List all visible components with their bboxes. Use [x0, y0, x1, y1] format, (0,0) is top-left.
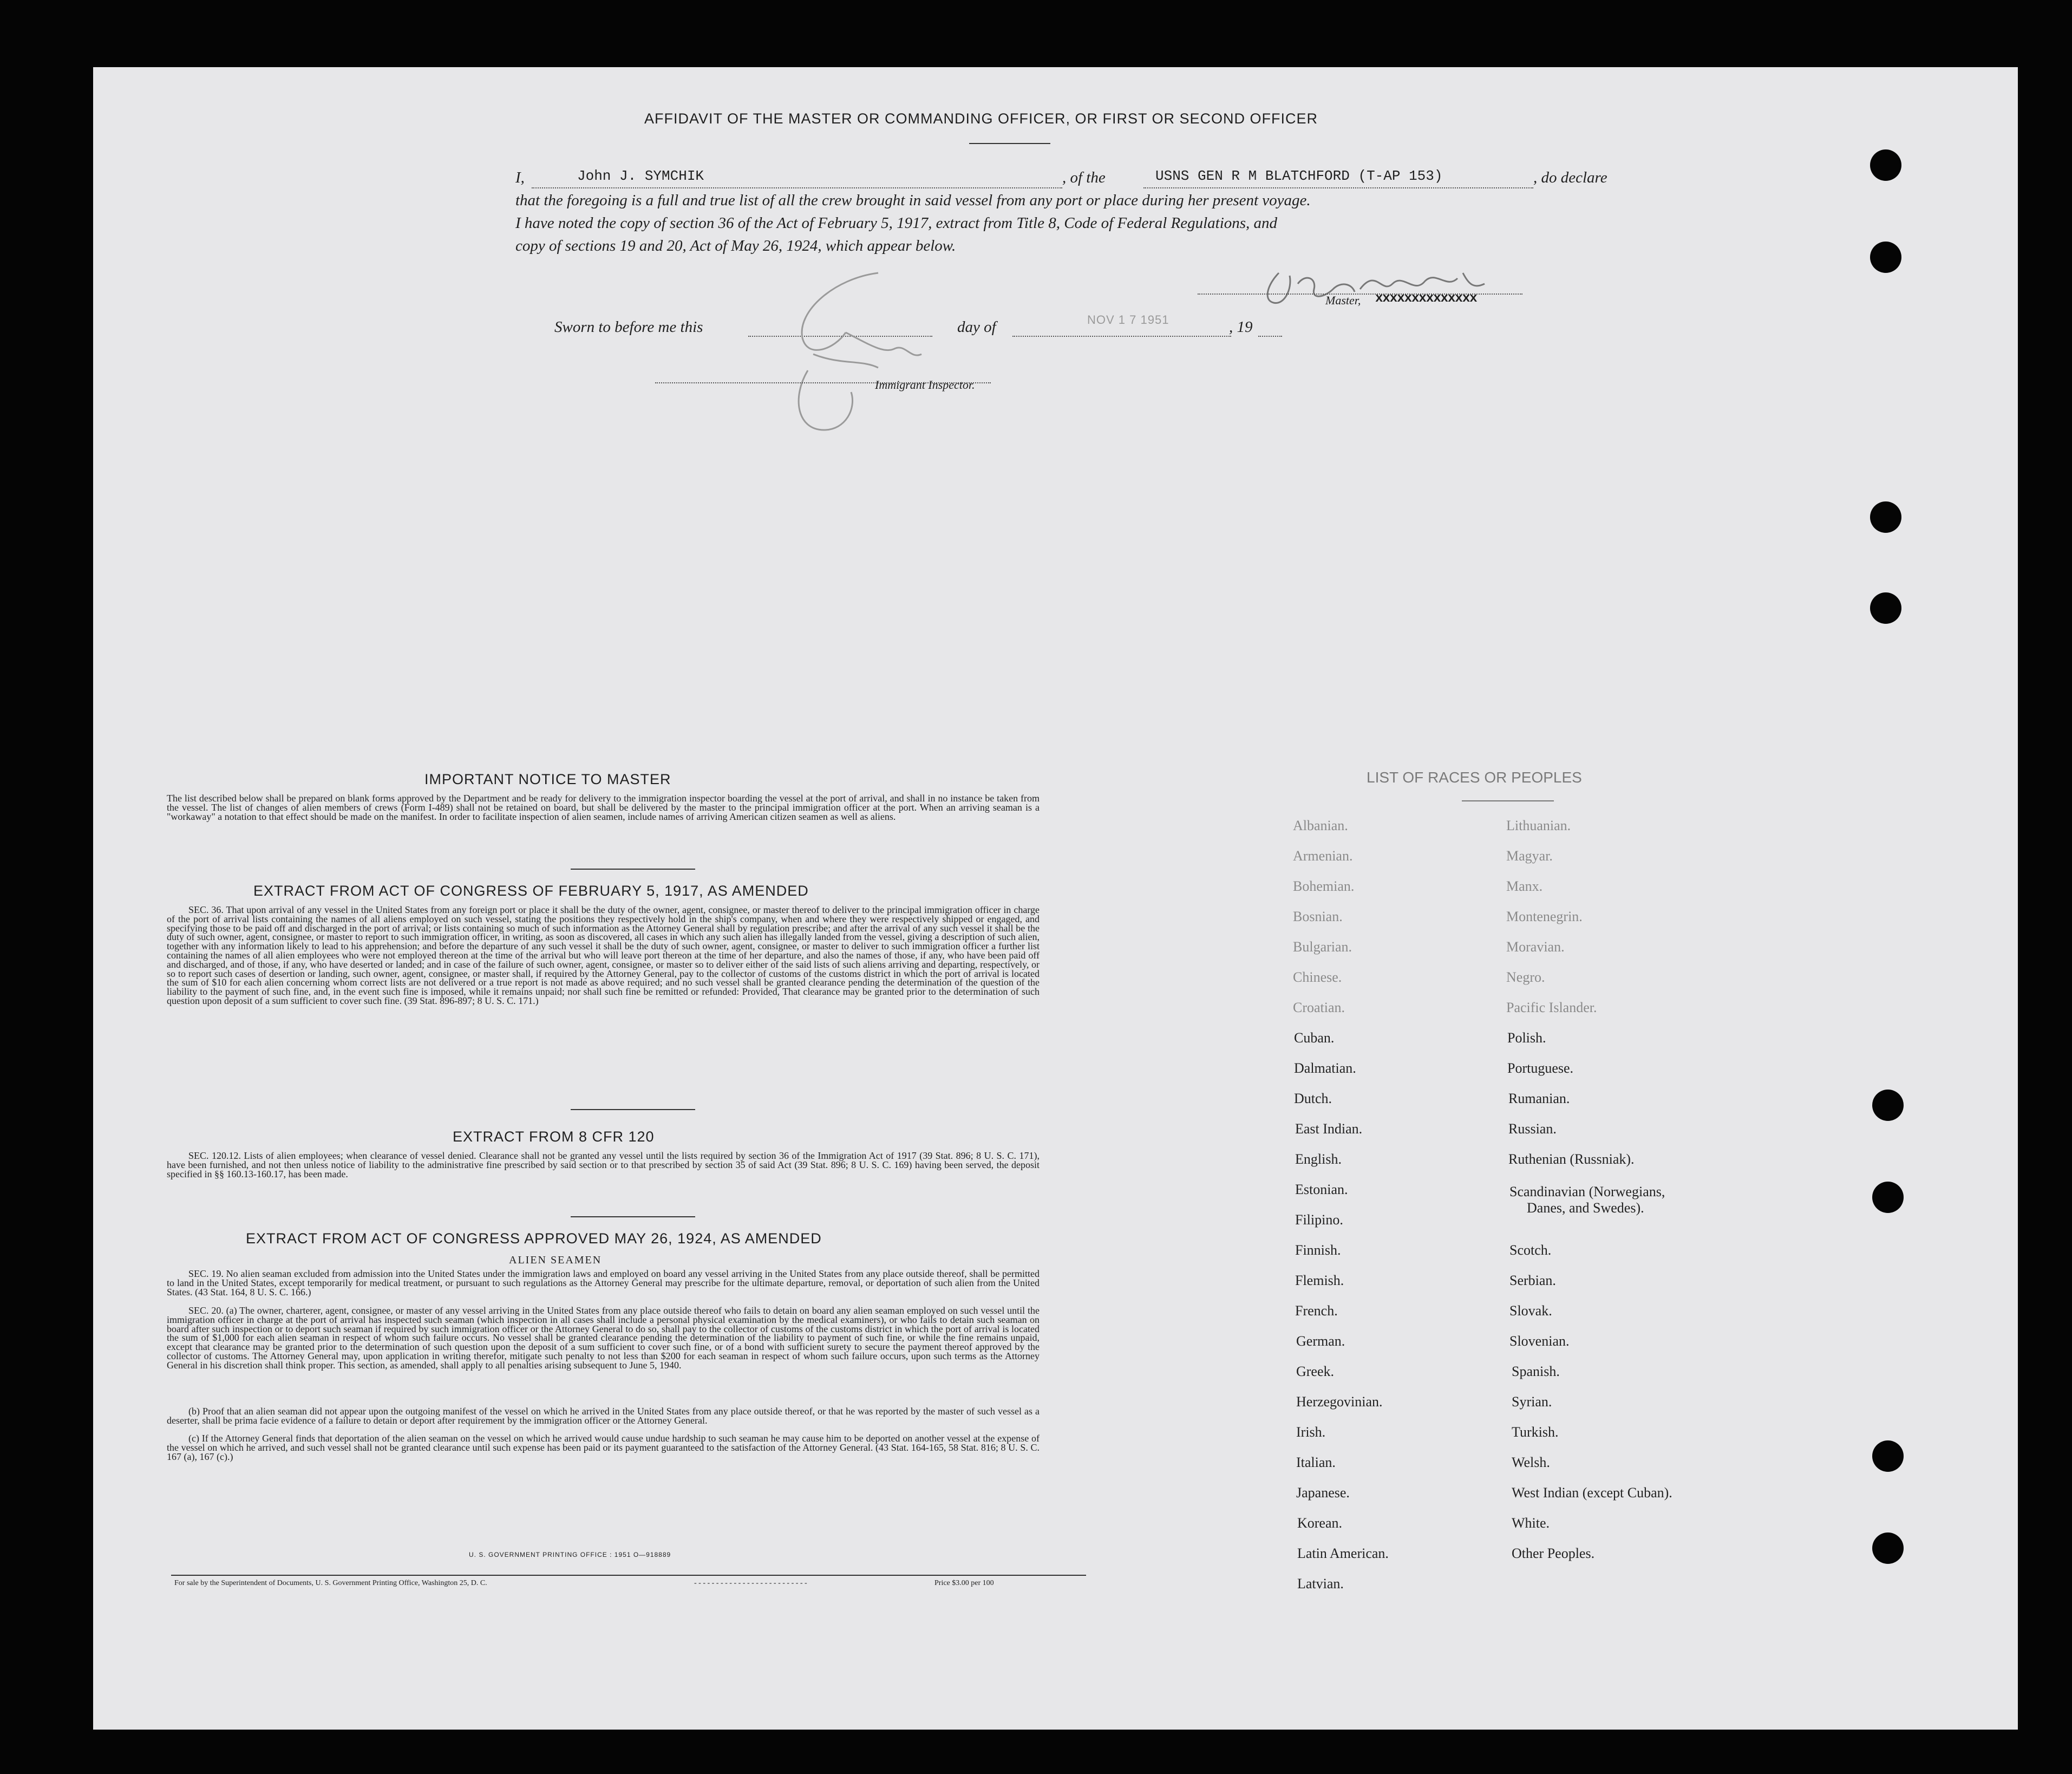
affidavit-title: AFFIDAVIT OF THE MASTER OR COMMANDING OFFICER, OR FIRST OR SECOND OFFICER [644, 110, 1318, 127]
master-name-line [532, 187, 1062, 188]
race-item: Armenian. [1293, 848, 1353, 864]
day-of-label: day of [957, 318, 996, 336]
race-item: Dalmatian. [1294, 1060, 1356, 1076]
race-item: Bosnian. [1293, 909, 1343, 924]
document-page [93, 67, 2018, 1730]
race-item: Croatian. [1293, 1000, 1345, 1015]
race-item: White. [1512, 1515, 1550, 1531]
extract-1917-title: EXTRACT FROM ACT OF CONGRESS OF FEBRUARY 5, 1917, AS AMENDED [253, 883, 809, 899]
extract-cfr-title: EXTRACT FROM 8 CFR 120 [453, 1129, 655, 1145]
race-item: Pacific Islander. [1506, 1000, 1597, 1015]
race-item: Latvian. [1297, 1576, 1344, 1592]
race-item: Filipino. [1295, 1212, 1343, 1228]
race-item: Flemish. [1295, 1273, 1344, 1288]
races-title: LIST OF RACES OR PEOPLES [1367, 769, 1582, 786]
affidavit-line-3: I have noted the copy of section 36 of the Act of February 5, 1917, extract from Title 8, Code of Federal Regulations, and [515, 214, 1278, 232]
master-label: Master, [1325, 294, 1361, 307]
race-item: Cuban. [1294, 1030, 1335, 1046]
punch-hole [1870, 242, 1901, 273]
extract-1924-sec19: SEC. 19. No alien seaman excluded from admission into the United States under the immigration laws and employed on board any vessel arriving in the United States from any place outside thereof, shall be permitted to land in the United States, except temporarily for medical treatment, or pursuant to such regulations as the Attorney General may prescribe for the ultimate departure, removal, or deportation of such alien from the United States. (43 Stat. 164, 8 U. S. C. 166.) [167, 1268, 1040, 1297]
extract-1924-subtitle: ALIEN SEAMEN [509, 1254, 602, 1266]
vessel-name-line [1143, 187, 1533, 188]
notice-body: The list described below shall be prepared on blank forms approved by the Department and be ready for delivery to the immigration inspector boarding the vessel at the port of arrival, and shall in no instance be taken from the vessel. The list of changes of alien members of crews (Form I-489) shall not be retained on board, but shall be delivered by the master to the principal immigration officer at the port. When an arriving seaman is a "workaway" a notation to that effect should be made on the manifest. In order to facilitate inspection of alien seamen, include names of arriving American citizen seamen as well as aliens. [167, 793, 1040, 822]
race-item: Moravian. [1506, 939, 1565, 955]
race-item: Chinese. [1293, 969, 1342, 985]
race-item: Herzegovinian. [1296, 1394, 1383, 1410]
sale-notice: For sale by the Superintendent of Documents, U. S. Government Printing Office, Washington 25, D. C. [174, 1579, 487, 1587]
sworn-label: Sworn to before me this [554, 318, 703, 336]
extract-1924-title: EXTRACT FROM ACT OF CONGRESS APPROVED MAY 26, 1924, AS AMENDED [246, 1230, 822, 1247]
footer-rule [171, 1575, 1086, 1576]
master-struck-text: xxxxxxxxxxxxxx [1375, 291, 1477, 306]
master-name-field: John J. SYMCHIK [577, 168, 704, 184]
race-item: English. [1295, 1151, 1342, 1167]
affidavit-line-4: copy of sections 19 and 20, Act of May 26, 1924, which appear below. [515, 237, 956, 255]
race-item: Irish. [1296, 1424, 1326, 1440]
punch-hole [1870, 501, 1901, 533]
race-item: Slovak. [1509, 1303, 1552, 1319]
date-stamp: NOV 1 7 1951 [1087, 313, 1169, 327]
race-item: Dutch. [1294, 1091, 1332, 1106]
master-signature [1198, 251, 1501, 322]
price-label: Price $3.00 per 100 [934, 1579, 994, 1587]
race-item: Spanish. [1512, 1364, 1560, 1379]
race-item: Danes, and Swedes). [1527, 1200, 1644, 1216]
race-item: Scotch. [1509, 1242, 1552, 1258]
race-item: Greek. [1296, 1364, 1335, 1379]
race-item: Manx. [1506, 878, 1543, 894]
affidavit-i: I, [515, 169, 525, 186]
race-item: Rumanian. [1508, 1091, 1570, 1106]
punch-hole [1872, 1182, 1904, 1213]
race-item: East Indian. [1295, 1121, 1363, 1137]
year-line [1258, 336, 1282, 337]
extract-1917-body: SEC. 36. That upon arrival of any vessel in the United States from any foreign port or place it shall be the duty of the owner, agent, consignee, or master thereof to deliver to the principal immigration officer in charge of the port of arrival lists containing the names of all aliens employed on such vessel, stating the positions they respectively hold in the ship's company, when and where they were respectively shipped or engaged, and specifying those to be paid off and discharged in the port of arrival; or lists containing so much of such information as the Attorney General shall by regulation prescribe; and after the arrival of any such vessel it shall be the duty of such owner, agent, consignee, or master to report to such immigration officer, in writing, as soon as discovered, all cases in which any such alien has illegally landed from the vessel, giving a description of such alien, together with any information likely to lead to his apprehension; and before the departure of any such vessel it shall be the duty of such owner, agent, consignee, or master to deliver to such immigration officer a further list containing the names of all alien employees who were not employed thereon at the time of the arrival but who will leave port thereon at the time of her departure, and also the names of those, if any, who have been paid off and discharged, and of those, if any, who have deserted or landed; and in case of the failure of such owner, agent, consignee, or master so to deliver either of the said lists of such aliens arriving and departing, respectively, or so to report such cases of desertion or landing, such owner, agent, consignee, or master shall, if required by the Attorney General, pay to the collector of customs of the customs district in which the port of arrival is located the sum of $10 for each alien concerning whom correct lists are not delivered or a true report is not made as above required; and no such vessel shall be granted clearance pending the determination of the question of the liability to the payment of such fine, and, in the event such fine is imposed, while it remains unpaid; nor shall such fine be remitted or refunded: Provided, That clearance may be granted prior to the determination of such question upon deposit of a sum sufficient to cover such fine. (39 Stat. 896-897; 8 U. S. C. 171.) [167, 904, 1040, 1006]
race-item: Negro. [1506, 969, 1545, 985]
extract-1924-sec20c: (c) If the Attorney General finds that deportation of the alien seaman on the vessel on which he arrived would cause undue hardship to such seaman he may cause him to be deported on another vessel at the expense of the vessel on which he arrived, and such vessel shall not be granted clearance until such expense has been paid or its payment guaranteed to the satisfaction of the Attorney General. (43 Stat. 164-165, 58 Stat. 816; 8 U. S. C. 167 (a), 167 (c).) [167, 1433, 1040, 1462]
notice-title: IMPORTANT NOTICE TO MASTER [424, 771, 671, 787]
race-item: Welsh. [1512, 1455, 1550, 1470]
race-item: Italian. [1296, 1455, 1336, 1470]
do-declare-label: , do declare [1533, 169, 1607, 186]
race-item: Bulgarian. [1293, 939, 1352, 955]
vessel-name-field: USNS GEN R M BLATCHFORD (T-AP 153) [1155, 168, 1443, 184]
extract-1924-sec20b: (b) Proof that an alien seaman did not appear upon the outgoing manifest of the vessel on which he arrived in the United States from any place outside thereof, or that he was reported by the master of such vessel as a deserter, shall be prima facie evidence of a failure to detain or deport after requirement by the immigration officer or the Attorney General. [167, 1406, 1040, 1426]
inspector-label: Immigrant Inspector. [875, 378, 975, 392]
race-item: Latin American. [1297, 1545, 1389, 1561]
affidavit-line-2: that the foregoing is a full and true list of all the crew brought in said vessel from any port or place during her present voyage. [515, 192, 1311, 209]
gpo-imprint: U. S. GOVERNMENT PRINTING OFFICE : 1951 O—918889 [469, 1551, 671, 1558]
year-label: , 19 [1229, 318, 1253, 336]
inspector-signature [716, 268, 986, 441]
race-item: Lithuanian. [1506, 818, 1571, 833]
extract-1917-rule [571, 1109, 695, 1110]
race-item: Bohemian. [1293, 878, 1355, 894]
of-the-label: , of the [1062, 169, 1106, 186]
punch-hole [1870, 592, 1901, 624]
race-item: Other Peoples. [1512, 1545, 1595, 1561]
race-item: Japanese. [1296, 1485, 1350, 1501]
race-item: Albanian. [1293, 818, 1348, 833]
punch-hole [1870, 149, 1901, 181]
race-item: French. [1295, 1303, 1338, 1319]
race-item: Estonian. [1295, 1182, 1348, 1197]
title-rule [969, 143, 1050, 144]
notice-rule [571, 869, 695, 870]
punch-hole [1872, 1090, 1904, 1121]
extract-cfr-rule [571, 1216, 695, 1217]
punch-hole [1872, 1532, 1904, 1564]
race-item: Scandinavian (Norwegians, [1509, 1184, 1665, 1199]
race-item: Finnish. [1295, 1242, 1341, 1258]
sale-dashes: - - - - - - - - - - - - - - - - - - - - - - - - - - [694, 1579, 807, 1587]
sworn-month-line [1012, 336, 1231, 337]
race-item: Ruthenian (Russniak). [1508, 1151, 1635, 1167]
race-item: Montenegrin. [1506, 909, 1583, 924]
race-item: Syrian. [1512, 1394, 1552, 1410]
race-item: German. [1296, 1333, 1345, 1349]
extract-1924-sec20a: SEC. 20. (a) The owner, charterer, agent, consignee, or master of any vessel arriving in the United States from any place outside thereof who fails to detain on board any alien seaman employed on such vessel until the immigration officer in charge at the port of arrival has inspected such seaman (which inspection in all cases shall include a personal physical examination by the medical examiners), or who fails to detain such seaman on board after such inspection or to deport such seaman if required by such immigration officer or the Attorney General to do so, shall pay to the collector of customs of the customs district in which the port of arrival is located the sum of $1,000 for each alien seaman in respect of whom such failure occurs. No vessel shall be granted clearance pending the determination of the liability to payment of such fine, or while the fine remains unpaid, except that clearance may be granted prior to the determination of such question upon the deposit of a sum sufficient to cover such fine, or of a bond with sufficient surety to secure the payment thereof approved by the collector of customs. The Attorney General may, upon application in writing therefor, mitigate such penalty to not less than $200 for each seaman in respect of whom such failure occurs, upon such terms as the Attorney General in his discretion shall think proper. This section, as amended, shall apply to all penalties arising subsequent to June 5, 1940. [167, 1305, 1040, 1371]
race-item: Russian. [1508, 1121, 1557, 1137]
race-item: Polish. [1507, 1030, 1546, 1046]
punch-hole [1872, 1440, 1904, 1472]
race-item: Slovenian. [1509, 1333, 1570, 1349]
race-item: Turkish. [1512, 1424, 1559, 1440]
race-item: Korean. [1297, 1515, 1343, 1531]
race-item: West Indian (except Cuban). [1512, 1485, 1672, 1501]
race-item: Magyar. [1506, 848, 1553, 864]
extract-cfr-body: SEC. 120.12. Lists of alien employees; when clearance of vessel denied. Clearance shall not be granted any vessel until the lists required by section 36 of the Immigration Act of 1917 (39 Stat. 896; 8 U. S. C. 171), have been furnished, and not then unless notice of liability to the administrative fine prescribed by said section or to that prescribed by section 35 of said Act (39 Stat. 896; 8 U. S. C. 169) having been served, the deposit specified in §§ 160.13-160.17, has been made. [167, 1150, 1040, 1179]
race-item: Serbian. [1509, 1273, 1556, 1288]
races-rule [1462, 800, 1554, 801]
race-item: Portuguese. [1507, 1060, 1574, 1076]
